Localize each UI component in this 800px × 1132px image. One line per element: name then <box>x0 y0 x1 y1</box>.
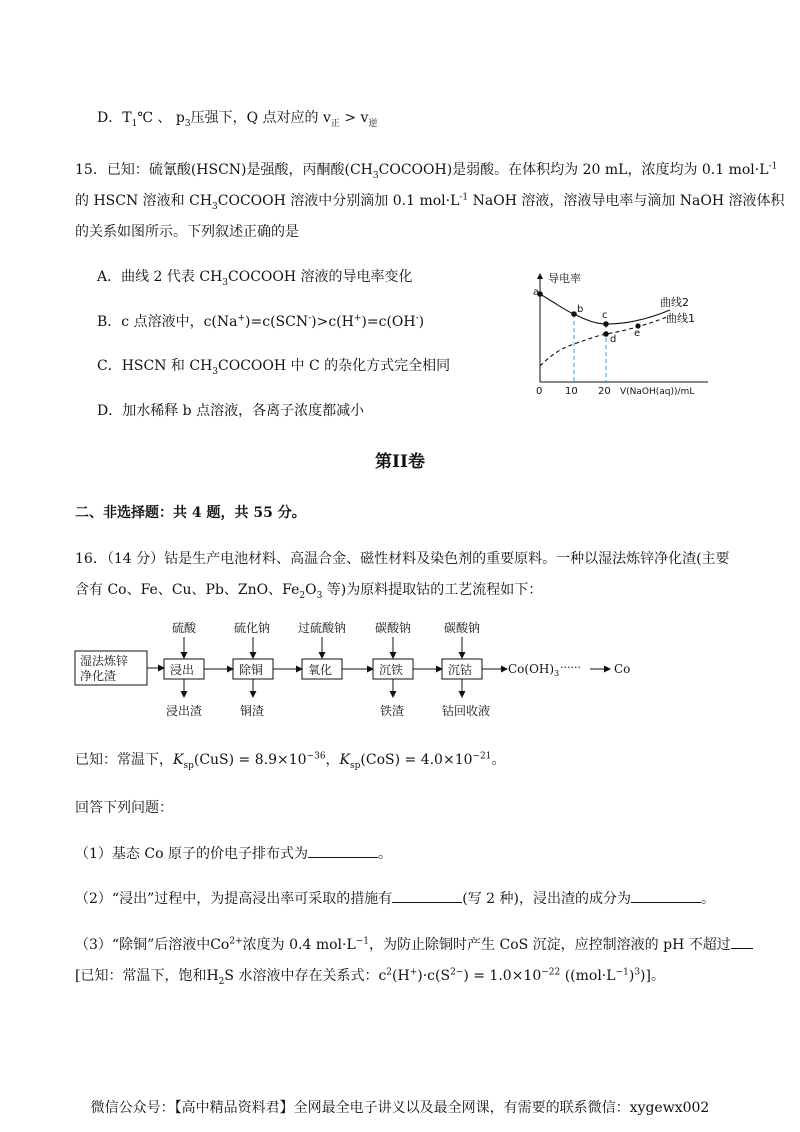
point-d <box>603 331 609 337</box>
point-d-label: d <box>610 334 617 345</box>
answer-blank-4[interactable] <box>731 934 753 949</box>
step-oxidize: 氧化 <box>308 663 333 677</box>
flow-dots: ······ <box>560 661 581 674</box>
step-iron: 沉铁 <box>379 663 404 677</box>
conductivity-graph <box>530 268 710 396</box>
q16-answer-prompt: 回答下列问题： <box>75 800 173 816</box>
answer-blank-1[interactable] <box>308 843 378 858</box>
q15-stem-line-2: 的 HSCN 溶液和 $CH_3COCOOH$ 溶液中分别滴加 0.1 $mol\cdot L^{-1}$ NaOH 溶液，溶液导电率与滴加 NaOH 溶液体积 <box>75 192 785 212</box>
point-c <box>603 321 609 327</box>
q16-stem-line-1: 16．（14 分）钴是生产电池材料、高温合金、磁性材料及染色剂的重要原料。一种以湿法炼锌净化渣(主要 <box>75 551 730 567</box>
point-b-label: b <box>577 304 584 315</box>
y-axis-label: 导电率 <box>548 272 581 285</box>
reagent-4: 碳酸钠 <box>375 621 412 635</box>
q16-sub-2: （2）“浸出”过程中，为提高浸出率可采取的措施有 (写 2 种)，浸出渣的成分为 。 <box>75 888 715 909</box>
q15-option-c: C．HSCN 和 $CH_3COCOOH$ 中 C 的杂化方式完全相同 <box>97 358 451 377</box>
residue-5: 钴回收液 <box>442 704 491 718</box>
q15-option-d: D．加水稀释 b 点溶液，各离子浓度都减小 <box>97 403 365 419</box>
start-line-2: 净化渣 <box>80 669 117 683</box>
q16-sub-3: （3）“除铜”后溶液中$Co^{2+}$浓度为 0.4 $mol\cdot L^{-1}$，为防止除铜时产生 CoS 沉淀，应控制溶液的 pH 不超过 <box>75 934 753 955</box>
step-leach: 浸出 <box>170 663 195 677</box>
q16-known: 已知：常温下，$K_{sp}(CuS) = 8.9\times 10^{-36}$，$K_{sp}(CoS) = 4.0\times 10^{-21}$。 <box>75 751 506 771</box>
reagent-5: 碳酸钠 <box>444 621 481 635</box>
point-b <box>571 311 577 317</box>
step-copper: 除铜 <box>239 663 264 677</box>
reagent-1: 硫酸 <box>172 621 197 635</box>
tick-0: 0 <box>536 386 543 396</box>
answer-blank-2[interactable] <box>392 888 462 903</box>
reagent-2: 硫化钠 <box>234 621 271 635</box>
residue-1: 浸出渣 <box>166 704 203 718</box>
part-2-title: 第II卷 <box>375 452 425 472</box>
point-c-label: c <box>602 310 608 321</box>
point-a-label: a <box>533 287 540 298</box>
reagent-3: 过硫酸钠 <box>298 621 347 635</box>
residue-4: 铁渣 <box>380 704 405 718</box>
point-e-label: e <box>634 328 641 339</box>
tick-10: 10 <box>565 386 578 396</box>
q15-option-b: B．c 点溶液中，c(Na+)=c(SCN-)>c(H+)=c(OH-) <box>97 313 425 330</box>
residue-2: 铜渣 <box>240 704 265 718</box>
curve-1-label: 曲线1 <box>666 312 695 325</box>
product: $Co(OH)_3$ <box>508 662 560 678</box>
start-line-1: 湿法炼锌 <box>80 654 129 668</box>
q14-option-d: D．$T_1℃$ 、 $p_3$压强下，Q 点对应的 $v_正 > v_逆$ <box>97 110 378 129</box>
q15-stem-line-1: 15．已知：硫氰酸(HSCN)是强酸，丙酮酸$(CH_3COCOOH)$是弱酸。在体积均为 20 mL，浓度均为 0.1 $mol\cdot L^{-1}$ <box>75 161 778 181</box>
tick-20: 20 <box>598 386 611 396</box>
q16-stem-line-2: 含有 Co、Fe、Cu、Pb、ZnO、$Fe_2O_3$ 等)为原料提取钴的工艺流程如下： <box>75 582 543 601</box>
x-axis-label: V(NaOH(aq))/mL <box>620 387 695 396</box>
step-cobalt: 沉钴 <box>448 663 473 677</box>
part-2-heading: 二、非选择题：共 4 题，共 55 分。 <box>75 505 306 521</box>
q16-sub-1: （1）基态 Co 原子的价电子排布式为 。 <box>75 843 392 864</box>
q15-option-a: A．曲线 2 代表 $CH_3COCOOH$ 溶液的导电率变化 <box>97 269 413 288</box>
final-product: Co <box>614 662 631 676</box>
answer-blank-3[interactable] <box>631 888 701 903</box>
q15-stem-line-3: 的关系如图所示。下列叙述正确的是 <box>75 224 299 240</box>
process-flow-chart <box>70 615 670 725</box>
q16-sub-3-line-2: [已知：常温下，饱和$H_2S$ 水溶液中存在关系式：$c^2(H^+)\cdot c(S^{2-}) = 1.0\times 10^{-22}$ $((mol\cdot L^{-1})^3)$]。 <box>75 967 665 987</box>
curve-2-label: 曲线2 <box>660 296 689 309</box>
footer-ad: 微信公众号：【高中精品资料君】全网最全电子讲义以及最全网课，有需要的联系微信：xygewx002 <box>90 1100 710 1116</box>
